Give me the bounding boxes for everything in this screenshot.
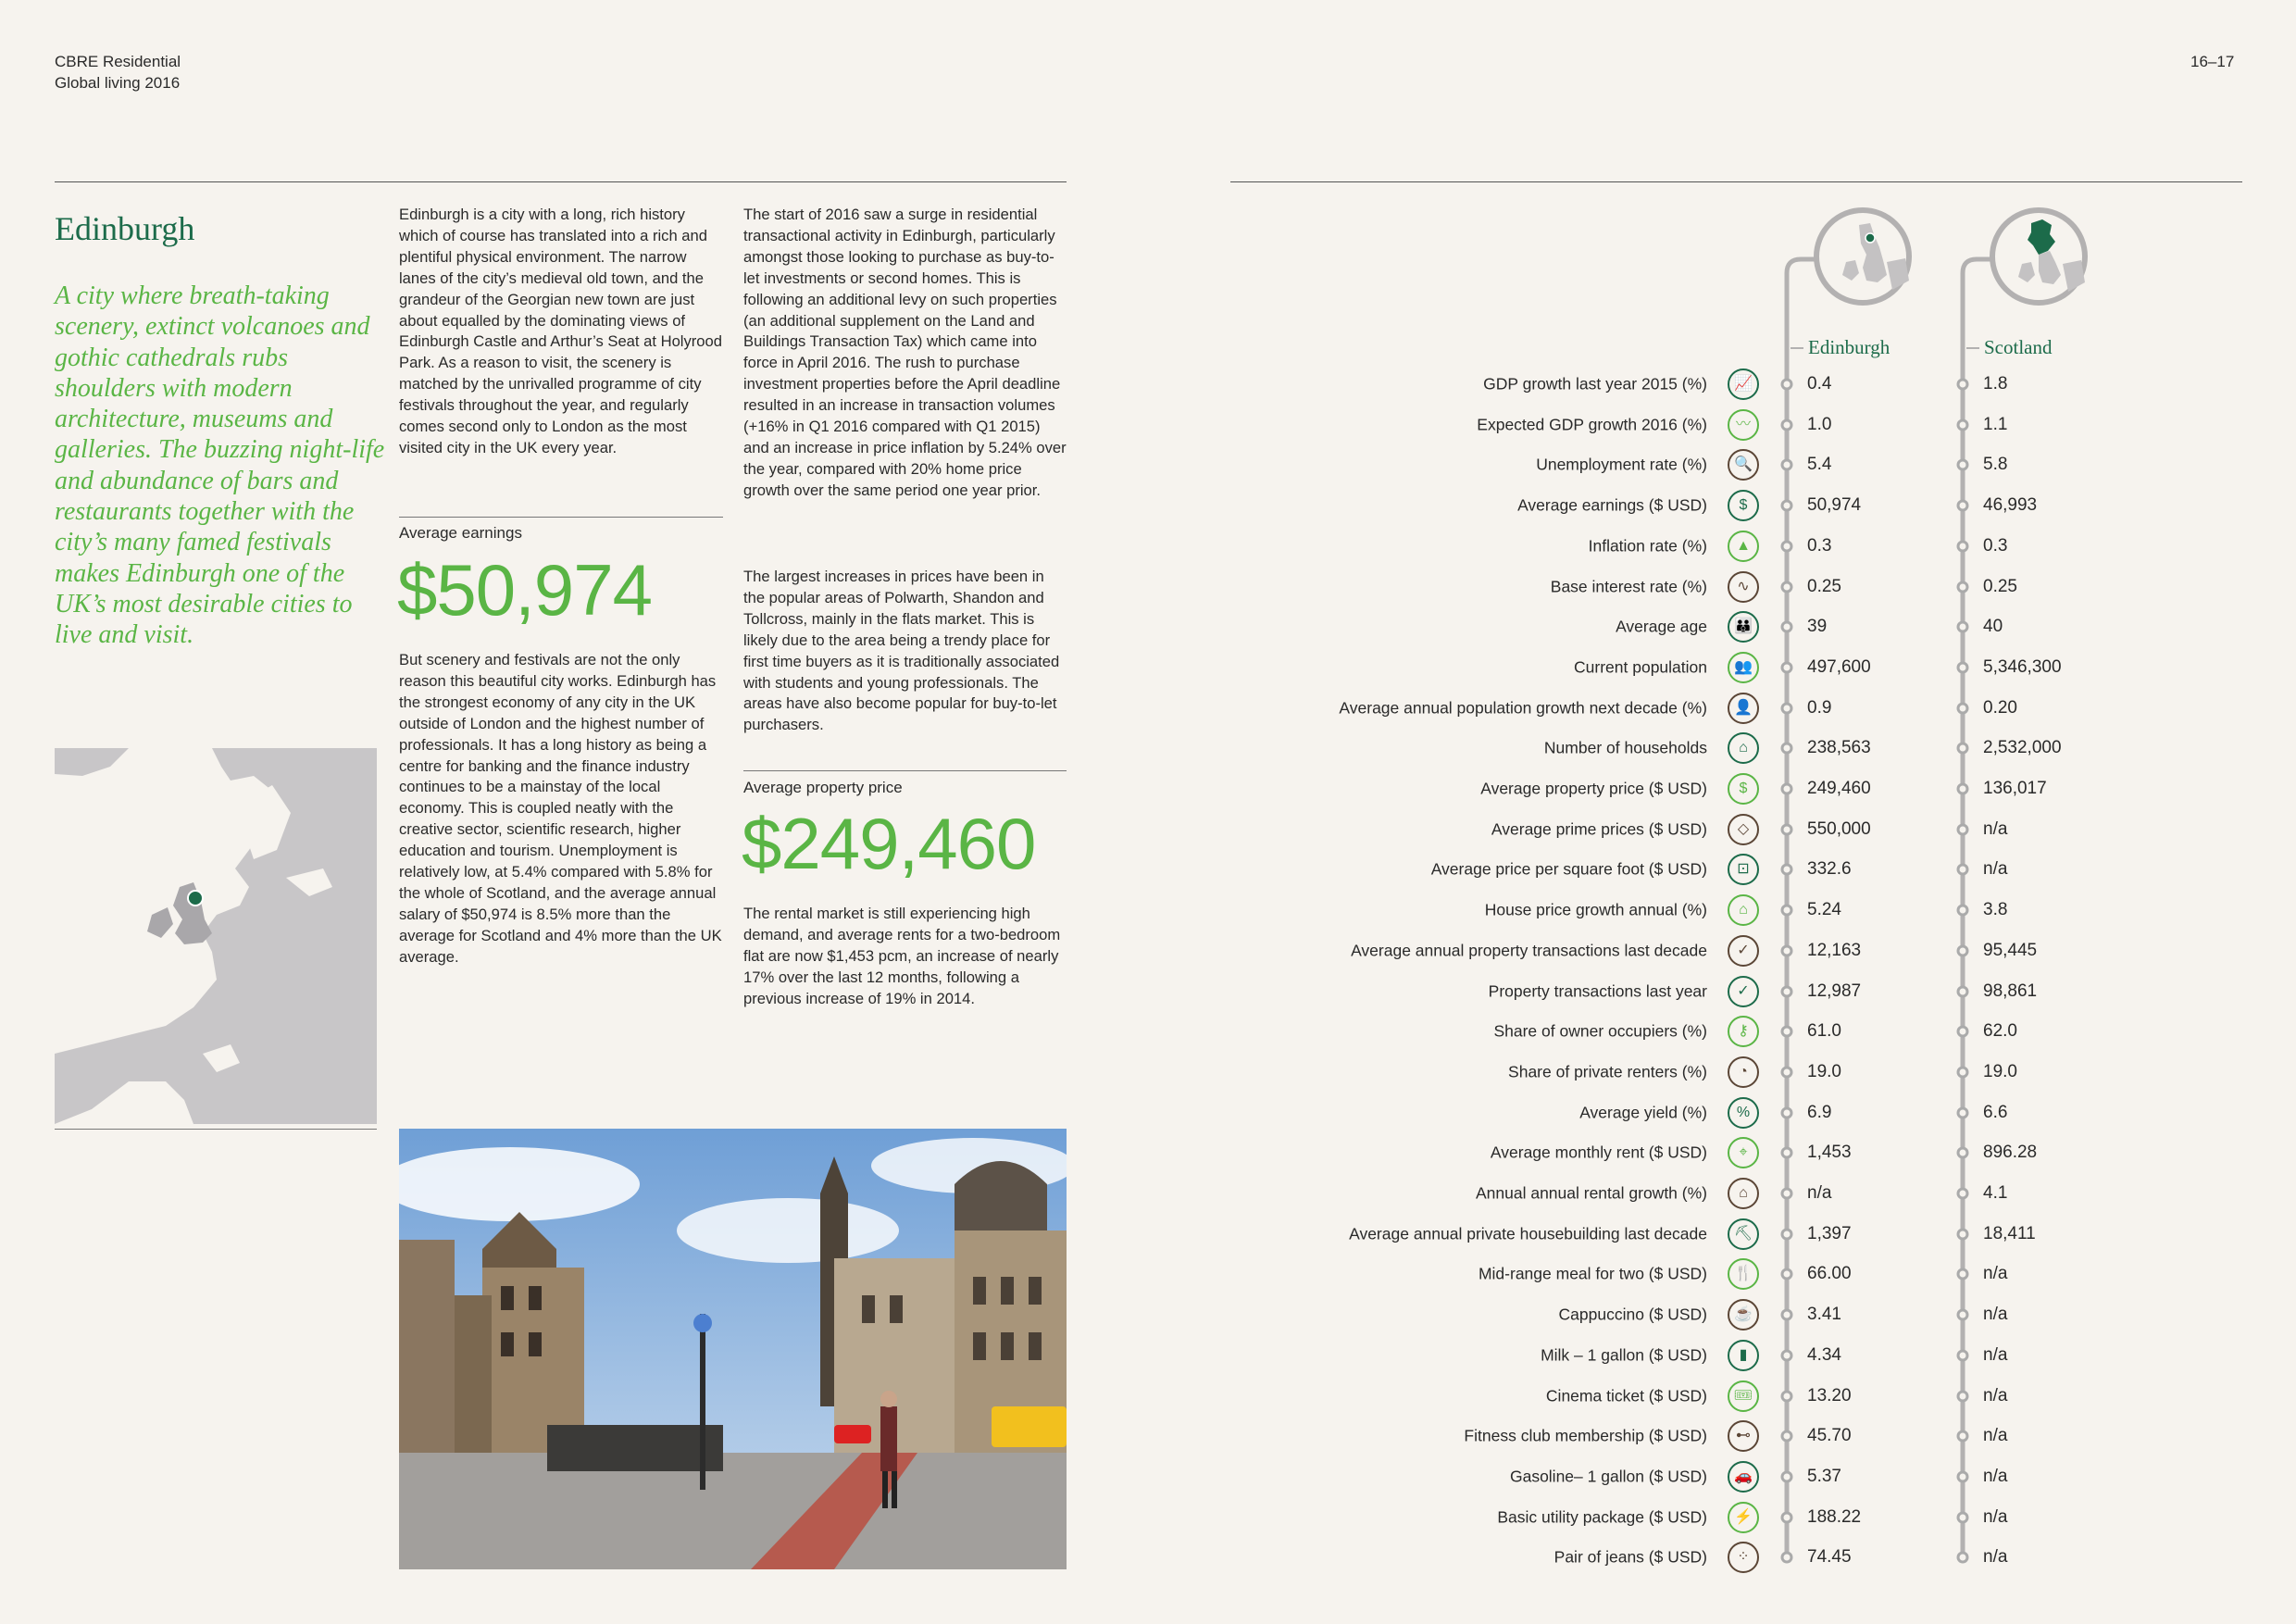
scotland-value: 136,017 (1983, 779, 2047, 798)
edinburgh-timeline-dot (1781, 1106, 1793, 1118)
edinburgh-value: 50,974 (1807, 495, 1862, 516)
column-heading-edinburgh: Edinburgh (1808, 336, 1890, 358)
line-chart-icon: ∿ (1728, 571, 1759, 603)
edinburgh-timeline-dot (1781, 1309, 1793, 1321)
scotland-timeline-dot (1957, 661, 1969, 673)
scotland-timeline-dot (1957, 1147, 1969, 1159)
map-bottom-rule (55, 1129, 377, 1130)
scotland-timeline-dot (1957, 1188, 1969, 1200)
body-paragraph-4: The largest increases in prices have been in the popular areas of Polwarth, Shandon and Tollcross, mainly in the flats market. This is likely due to the area being a trendy place for first time buyers as it is traditionally associated with students and young professionals. The areas have also become popular for buy-to-let purchasers. (743, 568, 1060, 734)
scotland-value: 46,993 (1983, 495, 2038, 516)
stat-label: Milk – 1 gallon ($ USD) (1541, 1345, 1707, 1365)
scotland-timeline-dot (1957, 500, 1969, 512)
scotland-timeline-dot (1957, 1511, 1969, 1523)
edinburgh-timeline-dot (1781, 379, 1793, 391)
to-let-sign-icon: ⌖ (1728, 1137, 1759, 1168)
edinburgh-heading-tick (1791, 347, 1803, 349)
edinburgh-value: 1.0 (1807, 414, 1832, 434)
brand-line-2: Global living 2016 (55, 74, 181, 92)
ticket-icon: 🎟 (1728, 1380, 1759, 1412)
edinburgh-timeline-dot (1781, 581, 1793, 593)
edinburgh-timeline-dot (1781, 864, 1793, 876)
edinburgh-value: 45.70 (1807, 1426, 1852, 1446)
edinburgh-street-photo (399, 1129, 1067, 1569)
scotland-timeline-dot (1957, 1430, 1969, 1443)
scotland-value: 40 (1983, 617, 2003, 637)
scotland-value: n/a (1983, 1264, 2008, 1284)
wheelbarrow-icon: ⛏ (1728, 1218, 1759, 1250)
scotland-value: n/a (1983, 1466, 2008, 1486)
edinburgh-value: 4.34 (1807, 1344, 1841, 1365)
plug-icon: ⚡ (1728, 1502, 1759, 1533)
scotland-timeline-dot (1957, 621, 1969, 633)
scotland-timeline-dot (1957, 1309, 1969, 1321)
people-icon: 👥 (1728, 652, 1759, 683)
scotland-timeline-dot (1957, 905, 1969, 917)
intro-text: A city where breath-taking scenery, extinct volcanoes and gothic cathedrals rubs shoulders with modern architecture, museums and galleries. The buzzing night-life and abundance of bars and restaurants together with the city’s many famed festivals makes Edinburgh one of the UK’s most desirable cities to live and visit. (55, 281, 385, 650)
scotland-value: 5.8 (1983, 455, 2008, 475)
edinburgh-timeline-dot (1781, 459, 1793, 471)
diamond-icon: ◇ (1728, 814, 1759, 845)
left-page-top-rule (55, 181, 1067, 182)
scotland-value: 5,346,300 (1983, 656, 2062, 677)
edinburgh-value: 3.41 (1807, 1305, 1841, 1325)
edinburgh-timeline-dot (1781, 1511, 1793, 1523)
edinburgh-value: 12,163 (1807, 940, 1862, 960)
column-heading-scotland: Scotland (1984, 336, 2053, 358)
stat-label: Cinema ticket ($ USD) (1545, 1386, 1707, 1405)
stat-label: Pair of jeans ($ USD) (1554, 1547, 1707, 1567)
scotland-value: n/a (1983, 1506, 2008, 1527)
scotland-value: 19.0 (1983, 1061, 2017, 1081)
edinburgh-value: 66.00 (1807, 1264, 1852, 1284)
edinburgh-timeline-dot (1781, 985, 1793, 997)
brand-line-1: CBRE Residential (55, 53, 181, 70)
scotland-timeline-dot (1957, 864, 1969, 876)
edinburgh-timeline-dot (1781, 418, 1793, 431)
stat-label: Fitness club membership ($ USD) (1464, 1426, 1707, 1445)
edinburgh-timeline-dot (1781, 1470, 1793, 1482)
edinburgh-value: 5.24 (1807, 900, 1841, 920)
edinburgh-value: 19.0 (1807, 1061, 1841, 1081)
scotland-value: 95,445 (1983, 940, 2038, 960)
for-sale-sign-icon: $ (1728, 773, 1759, 805)
stat-label: Average earnings ($ USD) (1517, 495, 1707, 515)
edinburgh-timeline-dot (1781, 783, 1793, 795)
scotland-value: 2,532,000 (1983, 738, 2062, 758)
banknote-icon: $ (1728, 490, 1759, 521)
edinburgh-timeline-dot (1781, 1268, 1793, 1280)
stat-label: Number of households (1543, 738, 1707, 757)
europe-map-graphic (55, 748, 377, 1124)
edinburgh-timeline-dot (1781, 823, 1793, 835)
edinburgh-value: 74.45 (1807, 1547, 1852, 1568)
edinburgh-value: 0.3 (1807, 535, 1832, 556)
right-page-top-rule (1230, 181, 2242, 182)
stat-label: Average annual property transactions last decade (1351, 941, 1707, 960)
car-icon: 🚗 (1728, 1461, 1759, 1493)
magnifier-icon: 🔍 (1728, 449, 1759, 481)
scotland-value: n/a (1983, 1547, 2008, 1568)
scotland-timeline-dot (1957, 459, 1969, 471)
edinburgh-timeline-dot (1781, 944, 1793, 956)
edinburgh-value: 238,563 (1807, 738, 1871, 758)
house-growth-icon: ⌂ (1728, 894, 1759, 926)
stat-label: Average property price ($ USD) (1480, 779, 1707, 798)
uk-globe-with-pin-icon (1813, 206, 1913, 306)
check-icon: ✓ (1728, 935, 1759, 967)
edinburgh-value: 39 (1807, 617, 1828, 637)
edinburgh-timeline-dot (1781, 1147, 1793, 1159)
edinburgh-timeline-dot (1781, 1390, 1793, 1402)
stat-label: Average monthly rent ($ USD) (1490, 1143, 1707, 1162)
body-paragraph-3: The start of 2016 saw a surge in residential transactional activity in Edinburgh, particularly amongst those looking to purchase as buy-to-let investments or second homes. This is following an additional levy on such properties (an additional supplement on the Land and Buildings Transaction Tax) which came into force in April 2016. The rush to purchase investment properties before the April deadline resulted in an increase in transaction volumes (+16% in Q1 2016 compared with Q1 2015) and an increase in price inflation by 5.24% over the year, compared with 20% home price growth over the same period one year prior. (743, 206, 1067, 499)
stat-label: Cappuccino ($ USD) (1558, 1305, 1707, 1324)
earnings-rule (399, 517, 723, 518)
key-icon: ⚷ (1728, 1016, 1759, 1047)
edinburgh-value: 497,600 (1807, 656, 1871, 677)
edinburgh-value: 12,987 (1807, 981, 1862, 1001)
stat-label: Mid-range meal for two ($ USD) (1478, 1264, 1707, 1283)
edinburgh-timeline-dot (1781, 1026, 1793, 1038)
scotland-value: 6.6 (1983, 1102, 2008, 1122)
chart-growth-icon: 📈 (1728, 369, 1759, 400)
family-icon: 👪 (1728, 611, 1759, 643)
floor-plan-icon: ⊡ (1728, 854, 1759, 885)
scotland-value: 0.25 (1983, 576, 2017, 596)
scotland-timeline-dot (1957, 1268, 1969, 1280)
edinburgh-timeline-dot (1781, 1188, 1793, 1200)
edinburgh-timeline-dot (1781, 1430, 1793, 1443)
scotland-timeline-dot (1957, 379, 1969, 391)
edinburgh-value: n/a (1807, 1183, 1832, 1203)
body-paragraph-5: The rental market is still experiencing high demand, and average rents for a two-bedroom flat are now $1,453 pcm, an increase of nearly 17% over the last 12 months, following a previous increase of 19% in 2014. (743, 905, 1061, 1007)
scotland-locator-globe (1989, 206, 2089, 306)
earnings-figure: $50,974 (397, 549, 652, 631)
milk-bottle-icon: ▮ (1728, 1340, 1759, 1371)
house-icon: ⌂ (1728, 732, 1759, 764)
scotland-value: 18,411 (1983, 1223, 2036, 1243)
house-arrow-icon: ⌂ (1728, 1178, 1759, 1209)
street-photo-graphic (399, 1129, 1067, 1569)
body-paragraph-2: But scenery and festivals are not the only reason this beautiful city works. Edinburgh has the strongest economy of any city in the UK outside of London and the highest number of professionals. It has a long history as being a centre for banking and the finance industry continues to be a mainstay of the local economy. This is coupled neatly with the creative sector, scientific research, higher education and tourism. Unemployment is relatively low, at 5.4% compared with 5.8% for the whole of Scotland, and the average annual salary of $50,974 is 8.5% more than the average for Scotland and 4% more than the UK average. (399, 651, 722, 966)
stat-label: Basic utility package ($ USD) (1497, 1507, 1707, 1527)
edinburgh-value: 332.6 (1807, 859, 1852, 880)
europe-map (55, 748, 377, 1124)
edinburgh-value: 249,460 (1807, 779, 1871, 798)
stat-label: House price growth annual (%) (1484, 900, 1707, 919)
check-circle-icon: ✓ (1728, 976, 1759, 1007)
scotland-value: 1.1 (1983, 414, 2008, 434)
scotland-timeline-dot (1957, 1349, 1969, 1361)
property-price-label: Average property price (743, 779, 903, 796)
scotland-value: 0.3 (1983, 535, 2008, 556)
edinburgh-value: 61.0 (1807, 1021, 1841, 1042)
pie-chart-icon: ◔ (1728, 1056, 1759, 1088)
stat-label: GDP growth last year 2015 (%) (1483, 374, 1707, 394)
percent-icon: % (1728, 1097, 1759, 1129)
stat-label: Average prime prices ($ USD) (1491, 819, 1707, 839)
body-paragraph-1: Edinburgh is a city with a long, rich history which of course has translated into a rich and plentiful physical environment. The narrow lanes of the city’s medieval old town, and the grandeur of the Georgian new town are just about equalled by the dominating views of Edinburgh Castle and Arthur’s Seat at Holyrood Park. As a reason to visit, the scenery is matched by the unrivalled programme of city festivals throughout the year, and regularly comes second only to London as the most visited city in the UK every year. (399, 206, 722, 456)
scotland-timeline-dot (1957, 1106, 1969, 1118)
edinburgh-locator-globe (1813, 206, 1913, 306)
property-rule (743, 770, 1067, 771)
stat-label: Share of owner occupiers (%) (1493, 1021, 1707, 1041)
scotland-timeline-dot (1957, 540, 1969, 552)
scotland-value: 98,861 (1983, 981, 2038, 1001)
stat-label: Average annual population growth next decade (%) (1339, 698, 1707, 718)
person-growth-icon: 👤 (1728, 693, 1759, 724)
scotland-timeline-dot (1957, 1026, 1969, 1038)
scotland-timeline-dot (1957, 1552, 1969, 1564)
stat-label: Average annual private housebuilding last decade (1349, 1224, 1707, 1243)
edinburgh-timeline-dot (1781, 1066, 1793, 1078)
scotland-timeline-dot (1957, 743, 1969, 755)
edinburgh-value: 550,000 (1807, 818, 1871, 839)
earnings-label: Average earnings (399, 524, 522, 542)
stat-label: Unemployment rate (%) (1536, 455, 1707, 474)
scotland-timeline-dot (1957, 418, 1969, 431)
stat-label: Property transactions last year (1488, 981, 1707, 1000)
scotland-timeline-dot (1957, 1390, 1969, 1402)
edinburgh-value: 0.9 (1807, 697, 1832, 718)
scotland-value: 3.8 (1983, 900, 2008, 920)
edinburgh-value: 13.20 (1807, 1385, 1852, 1405)
scotland-value: 4.1 (1983, 1183, 2008, 1203)
page-title: Edinburgh (55, 210, 195, 247)
scotland-value: n/a (1983, 1426, 2008, 1446)
scotland-timeline-dot (1957, 1470, 1969, 1482)
publication-header (55, 51, 181, 94)
edinburgh-timeline-dot (1781, 743, 1793, 755)
scotland-value: n/a (1983, 1344, 2008, 1365)
scotland-timeline-dot (1957, 823, 1969, 835)
coffee-cup-icon: ☕ (1728, 1299, 1759, 1330)
stats-timeline-lines (1759, 199, 2092, 1588)
uk-globe-scotland-highlight-icon (1989, 206, 2089, 306)
scotland-value: n/a (1983, 818, 2008, 839)
edinburgh-value: 5.4 (1807, 455, 1832, 475)
scotland-value: 62.0 (1983, 1021, 2017, 1042)
scotland-value: n/a (1983, 1305, 2008, 1325)
scotland-timeline-dot (1957, 1066, 1969, 1078)
scotland-timeline-dot (1957, 702, 1969, 714)
edinburgh-timeline-dot (1781, 661, 1793, 673)
edinburgh-value: 1,453 (1807, 1143, 1852, 1163)
edinburgh-value: 1,397 (1807, 1223, 1852, 1243)
page-numbers: 16–17 (2190, 53, 2235, 70)
edinburgh-timeline-dot (1781, 1552, 1793, 1564)
stat-label: Average age (1616, 617, 1707, 636)
edinburgh-timeline-dot (1781, 1228, 1793, 1240)
scotland-value: n/a (1983, 859, 2008, 880)
dumbbell-icon: ⊷ (1728, 1420, 1759, 1452)
stat-label: Gasoline– 1 gallon ($ USD) (1509, 1467, 1707, 1486)
stat-label: Expected GDP growth 2016 (%) (1477, 415, 1707, 434)
stat-label: Base interest rate (%) (1550, 577, 1707, 595)
stat-label: Annual annual rental growth (%) (1475, 1183, 1707, 1203)
scotland-timeline-dot (1957, 581, 1969, 593)
edinburgh-timeline-dot (1781, 702, 1793, 714)
edinburgh-value: 0.25 (1807, 576, 1841, 596)
edinburgh-timeline-dot (1781, 905, 1793, 917)
stat-label: Current population (1574, 657, 1707, 677)
scotland-heading-tick (1966, 347, 1979, 349)
edinburgh-value: 0.4 (1807, 374, 1832, 394)
edinburgh-timeline-dot (1781, 500, 1793, 512)
scotland-timeline-dot (1957, 944, 1969, 956)
edinburgh-timeline-dot (1781, 540, 1793, 552)
cutlery-icon: 🍴 (1728, 1258, 1759, 1290)
trend-line-icon: 〰 (1728, 409, 1759, 441)
edinburgh-value: 188.22 (1807, 1506, 1862, 1527)
rising-chart-icon: ▲ (1728, 531, 1759, 562)
scotland-value: 1.8 (1983, 374, 2008, 394)
button-icon: ⁘ (1728, 1542, 1759, 1573)
stat-label: Average yield (%) (1579, 1103, 1707, 1122)
stat-label: Average price per square foot ($ USD) (1430, 859, 1707, 879)
scotland-value: 0.20 (1983, 697, 2017, 718)
scotland-timeline-dot (1957, 783, 1969, 795)
stat-label: Share of private renters (%) (1508, 1062, 1707, 1081)
scotland-timeline-dot (1957, 1228, 1969, 1240)
scotland-value: 896.28 (1983, 1143, 2038, 1163)
edinburgh-value: 6.9 (1807, 1102, 1832, 1122)
property-price-figure: $249,460 (742, 803, 1036, 884)
edinburgh-timeline-dot (1781, 621, 1793, 633)
scotland-timeline-dot (1957, 985, 1969, 997)
scotland-value: n/a (1983, 1385, 2008, 1405)
stat-label: Inflation rate (%) (1588, 536, 1707, 556)
edinburgh-value: 5.37 (1807, 1466, 1841, 1486)
edinburgh-timeline-dot (1781, 1349, 1793, 1361)
